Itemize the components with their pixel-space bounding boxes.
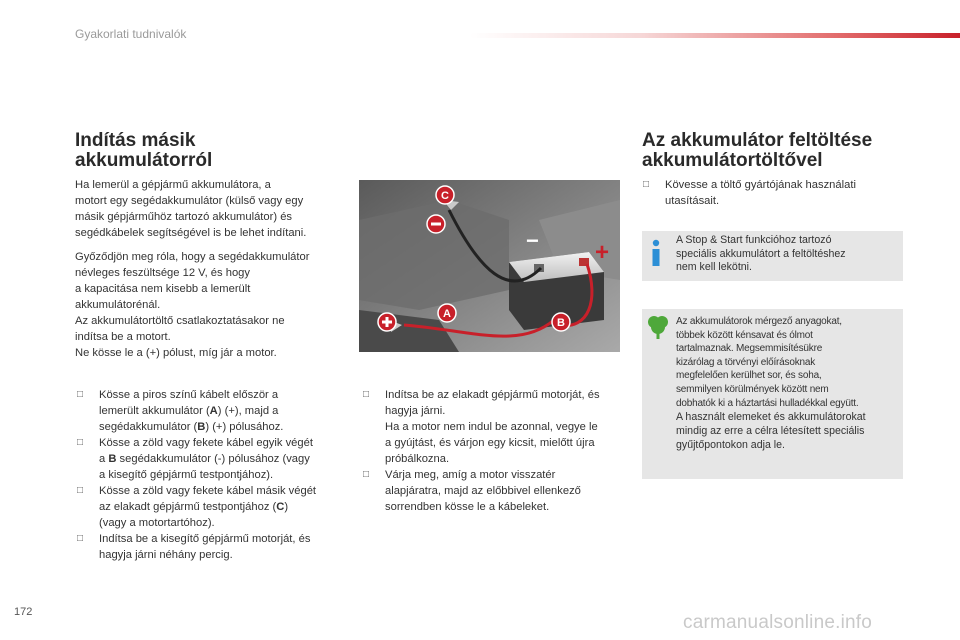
minus-badge	[427, 215, 445, 233]
env-line: gyűjtőpontokon adja le.	[676, 439, 785, 452]
env-line: dobhatók ki a háztartási hulladékkal együtt.	[676, 397, 859, 409]
info-box	[642, 231, 903, 281]
label-c	[436, 186, 454, 204]
intro-line: segédkábelek segítségével is be lehet indítani.	[75, 227, 307, 239]
env-line: tartalmaznak. Megsemmisítésükre	[676, 343, 823, 355]
info-icon	[649, 239, 663, 267]
left-step-2: □ Kösse a zöld vagy fekete kábel egyik végét a B segédakkumulátor (-) pólusához (vagy a kisegítő gépjármű testpontjához).	[77, 437, 313, 481]
check-line: akkumulátorénál.	[75, 299, 161, 311]
left-steps	[77, 387, 352, 563]
info-line: A Stop & Start funkcióhoz tartozó	[676, 234, 832, 246]
right-title-line2: akkumulátortöltővel	[642, 150, 823, 171]
checkbox-bullet-icon: □	[363, 469, 370, 480]
minus-sign: −	[526, 228, 539, 253]
left-step-3: □ Kösse a zöld vagy fekete kábel másik végét az elakadt gépjármű testpontjához (C) (vagy a motortartóhoz).	[77, 485, 317, 529]
left-step-4: □ Indítsa be a kisegítő gépjármű motorját, és hagyja járni néhány percig.	[77, 533, 311, 561]
checkbox-bullet-icon: □	[77, 389, 84, 400]
page-number: 172	[14, 606, 33, 618]
intro-line: Ha lemerül a gépjármű akkumulátora, a	[75, 179, 271, 191]
env-line: Az akkumulátorok mérgező anyagokat,	[676, 316, 842, 327]
environment-box	[642, 309, 903, 479]
check-line: Ne kösse le a (+) pólust, míg jár a motor.	[75, 347, 277, 359]
env-line: megfelelően kerülhet sor, és soha,	[676, 370, 822, 382]
tree-icon	[646, 314, 670, 340]
checkbox-bullet-icon: □	[77, 533, 84, 544]
middle-steps	[363, 387, 633, 515]
right-title	[642, 131, 942, 171]
checkbox-bullet-icon: □	[363, 389, 370, 400]
checkbox-bullet-icon: □	[77, 437, 84, 448]
svg-text:A: A	[443, 308, 451, 320]
left-check	[75, 249, 350, 361]
right-steps	[643, 177, 903, 209]
intro-line: másik gépjárműhöz tartozó akkumulátor) és	[75, 211, 293, 223]
left-title-line1: Indítás másik	[75, 130, 196, 151]
label-b	[552, 313, 570, 331]
check-line: indítsa be a motort.	[75, 331, 171, 343]
section-header: Gyakorlati tudnivalók	[75, 27, 187, 41]
plus-sign: +	[595, 239, 610, 266]
left-step-1: □ Kösse a piros színű kábelt először a lemerült akkumulátor (A) (+), majd a segédakkumulátor (B) (+) pólusához.	[77, 389, 284, 433]
env-line: kizárólag a törvényi előírásoknak	[676, 356, 816, 368]
right-step-1: □ Kövesse a töltő gyártójának használati utasításait.	[643, 179, 856, 207]
env-line: mindig az erre a célra létesített speciális	[676, 425, 865, 438]
check-line: Győződjön meg róla, hogy a segédakkumulátor	[75, 251, 310, 263]
watermark: carmanualsonline.info	[683, 612, 873, 633]
check-line: Az akkumulátortöltő csatlakoztatásakor ne	[75, 315, 285, 327]
left-intro	[75, 177, 345, 241]
left-title	[75, 131, 335, 171]
env-line: A használt elemeket és akkumulátorokat	[676, 411, 866, 424]
info-line: nem kell lekötni.	[676, 261, 752, 273]
svg-text:C: C	[441, 190, 449, 202]
jump-start-illustration	[359, 180, 620, 352]
check-line: névleges feszültsége 12 V, és hogy	[75, 267, 250, 279]
checkbox-bullet-icon: □	[77, 485, 84, 496]
header-gradient-bar	[470, 33, 960, 38]
intro-line: motort egy segédakkumulátor (külső vagy egy	[75, 195, 304, 207]
checkbox-bullet-icon: □	[643, 179, 650, 190]
svg-text:B: B	[557, 317, 565, 329]
plus-badge	[378, 313, 396, 331]
left-title-line2: akkumulátorról	[75, 150, 213, 171]
middle-step-2: □ Várja meg, amíg a motor visszatér alapjáratra, majd az előbbivel ellenkező sorrendben kösse le a kábeleket.	[363, 469, 581, 513]
right-title-line1: Az akkumulátor feltöltése	[642, 130, 873, 151]
check-line: a kapacitása nem kisebb a lemerült	[75, 283, 251, 295]
info-line: speciális akkumulátort a feltöltéshez	[676, 247, 846, 260]
middle-step-1: □ Indítsa be az elakadt gépjármű motorját, és hagyja járni. Ha a motor nem indul be azonnal, vegye le a gyújtást, és várjon egy kicsit, mielőtt újra próbálkozna.	[363, 389, 600, 465]
env-line: többek között kénsavat és ólmot	[676, 329, 813, 341]
env-line: semmilyen körülmények között nem	[676, 383, 829, 395]
label-a	[438, 304, 456, 322]
